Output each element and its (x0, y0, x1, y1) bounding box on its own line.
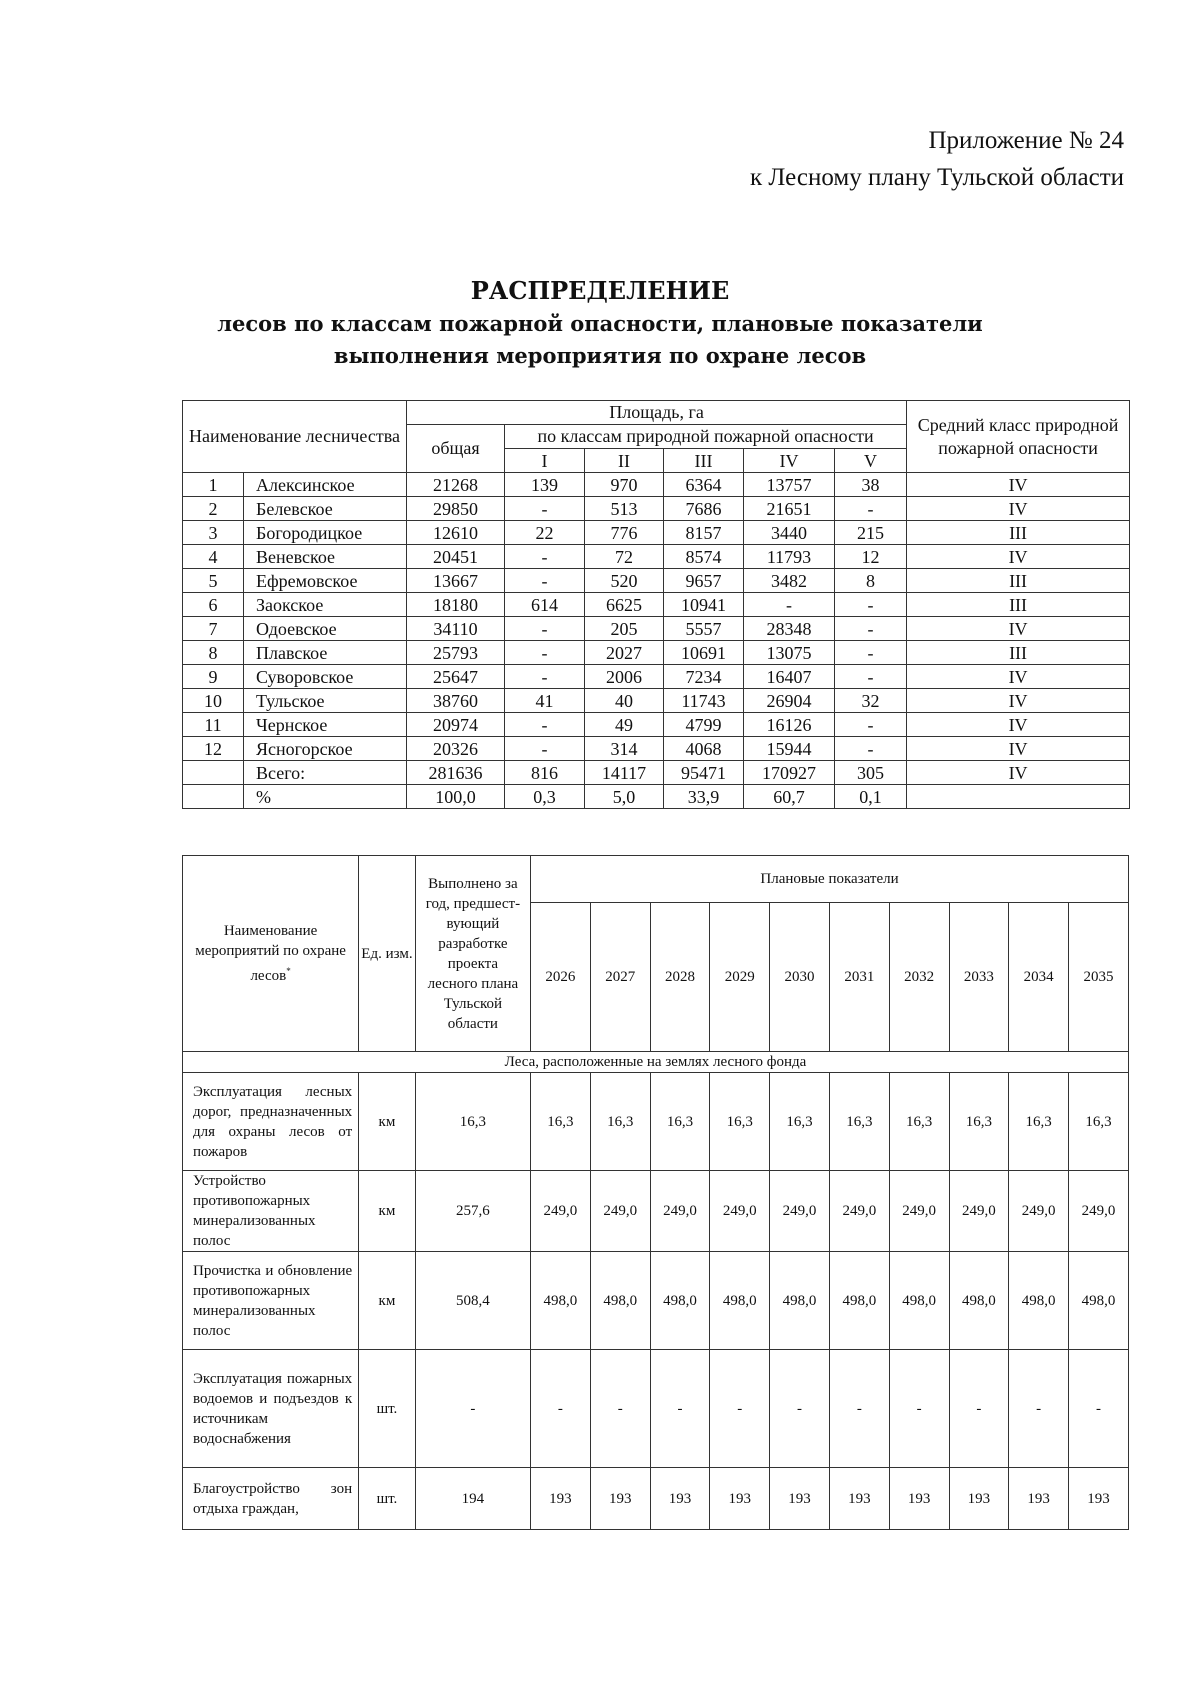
forestry-row (183, 473, 1130, 497)
title-main: РАСПРЕДЕЛЕНИЕ (470, 276, 730, 305)
header-planned-indicators: Плановые показатели (531, 856, 1129, 903)
class-i-area: - (505, 665, 585, 689)
measure-planned-value: 16,3 (770, 1073, 830, 1171)
class-iv-area: 13075 (744, 641, 835, 665)
document-title (150, 274, 1050, 372)
forestry-row (183, 521, 1130, 545)
measure-planned-value: - (650, 1350, 710, 1468)
class-ii-area: 970 (585, 473, 664, 497)
header-class-iii: III (664, 449, 744, 473)
measure-planned-value: 16,3 (1009, 1073, 1069, 1171)
class-iv-area: 13757 (744, 473, 835, 497)
total-area: 29850 (407, 497, 505, 521)
forestry-name: Всего: (244, 761, 407, 785)
row-number: 5 (183, 569, 244, 593)
measure-planned-value: - (590, 1350, 650, 1468)
row-number: 11 (183, 713, 244, 737)
measure-planned-value: 498,0 (1009, 1252, 1069, 1350)
forestry-row (183, 497, 1130, 521)
class-iv-area: 28348 (744, 617, 835, 641)
header-year: 2033 (949, 903, 1009, 1052)
class-iii-area: 6364 (664, 473, 744, 497)
measure-planned-value: 193 (770, 1468, 830, 1530)
header-year: 2031 (829, 903, 889, 1052)
measure-planned-value: - (1009, 1350, 1069, 1468)
class-i-area: 816 (505, 761, 585, 785)
forestry-row (183, 689, 1130, 713)
class-iv-area: 21651 (744, 497, 835, 521)
measure-row (183, 1252, 1129, 1350)
measure-done-value: 16,3 (415, 1073, 530, 1171)
measure-planned-value: 498,0 (829, 1252, 889, 1350)
row-number: 1 (183, 473, 244, 497)
class-iii-area: 4068 (664, 737, 744, 761)
forestry-row (183, 665, 1130, 689)
measure-planned-value: - (1069, 1350, 1129, 1468)
forestry-row (183, 737, 1130, 761)
forestry-row (183, 569, 1130, 593)
measure-planned-value: 498,0 (770, 1252, 830, 1350)
class-iii-area: 9657 (664, 569, 744, 593)
measure-planned-value: 193 (949, 1468, 1009, 1530)
class-i-area: 41 (505, 689, 585, 713)
class-iii-area: 7686 (664, 497, 744, 521)
header-area: Площадь, га (407, 401, 907, 425)
row-number: 3 (183, 521, 244, 545)
total-area: 281636 (407, 761, 505, 785)
measure-planned-value: 498,0 (590, 1252, 650, 1350)
row-number: 10 (183, 689, 244, 713)
header-class-iv: IV (744, 449, 835, 473)
forestry-row (183, 617, 1130, 641)
measure-planned-value: 498,0 (949, 1252, 1009, 1350)
class-iv-area: 170927 (744, 761, 835, 785)
class-i-area: 0,3 (505, 785, 585, 809)
measure-planned-value: 498,0 (710, 1252, 770, 1350)
class-iii-area: 4799 (664, 713, 744, 737)
header-unit: Ед. изм. (359, 856, 416, 1052)
measure-row (183, 1350, 1129, 1468)
measure-row (183, 1171, 1129, 1252)
row-number: 6 (183, 593, 244, 617)
header-year: 2030 (770, 903, 830, 1052)
title-subtitle-line1: лесов по классам пожарной опасности, плановые показатели (217, 311, 983, 336)
header-class-v: V (835, 449, 907, 473)
class-v-area: 305 (835, 761, 907, 785)
forestry-row (183, 593, 1130, 617)
total-area: 100,0 (407, 785, 505, 809)
measure-planned-value: 16,3 (650, 1073, 710, 1171)
measure-planned-value: 16,3 (829, 1073, 889, 1171)
forestry-name: Тульское (244, 689, 407, 713)
class-i-area: 22 (505, 521, 585, 545)
row-number: 4 (183, 545, 244, 569)
class-i-area: - (505, 497, 585, 521)
average-class: IV (907, 617, 1130, 641)
total-area: 34110 (407, 617, 505, 641)
measure-planned-value: 249,0 (770, 1171, 830, 1252)
appendix-number: Приложение № 24 (928, 127, 1124, 154)
class-ii-area: 314 (585, 737, 664, 761)
measure-planned-value: 193 (1009, 1468, 1069, 1530)
measure-planned-value: 16,3 (590, 1073, 650, 1171)
class-iv-area: 11793 (744, 545, 835, 569)
header-total-area: общая (407, 425, 505, 473)
total-area: 20451 (407, 545, 505, 569)
header-year: 2029 (710, 903, 770, 1052)
measure-planned-value: 16,3 (531, 1073, 591, 1171)
measure-name: Благоустройство зон отдыха граждан, (183, 1468, 359, 1530)
class-v-area: 8 (835, 569, 907, 593)
appendix-header (750, 122, 1124, 196)
class-iii-area: 7234 (664, 665, 744, 689)
class-i-area: - (505, 737, 585, 761)
forestry-name: % (244, 785, 407, 809)
measure-name: Прочистка и обновление противопожарных минерализованных полос (183, 1252, 359, 1350)
header-year: 2035 (1069, 903, 1129, 1052)
average-class: IV (907, 713, 1130, 737)
measure-planned-value: 193 (889, 1468, 949, 1530)
row-number: 8 (183, 641, 244, 665)
measure-planned-value: 16,3 (949, 1073, 1009, 1171)
total-area: 38760 (407, 689, 505, 713)
measure-planned-value: 249,0 (829, 1171, 889, 1252)
average-class: III (907, 593, 1130, 617)
header-by-class: по классам природной пожарной опасности (505, 425, 907, 449)
total-area: 21268 (407, 473, 505, 497)
class-ii-area: 2006 (585, 665, 664, 689)
total-area: 12610 (407, 521, 505, 545)
average-class: IV (907, 761, 1130, 785)
header-class-i: I (505, 449, 585, 473)
measure-planned-value: 498,0 (1069, 1252, 1129, 1350)
class-v-area: - (835, 497, 907, 521)
class-ii-area: 72 (585, 545, 664, 569)
class-i-area: 139 (505, 473, 585, 497)
row-number (183, 761, 244, 785)
header-measure-name-text: Наименование мероприятий по охране лесов (195, 923, 346, 984)
class-i-area: - (505, 641, 585, 665)
forestry-row (183, 545, 1130, 569)
title-subtitle-line2: выполнения мероприятия по охране лесов (333, 343, 867, 368)
class-i-area: 614 (505, 593, 585, 617)
measure-unit: км (359, 1073, 416, 1171)
class-v-area: - (835, 737, 907, 761)
header-year: 2032 (889, 903, 949, 1052)
forestry-name: Ефремовское (244, 569, 407, 593)
class-v-area: 0,1 (835, 785, 907, 809)
class-iii-area: 10691 (664, 641, 744, 665)
measure-planned-value: 249,0 (1069, 1171, 1129, 1252)
class-i-area: - (505, 617, 585, 641)
measure-planned-value: 249,0 (710, 1171, 770, 1252)
measure-planned-value: - (829, 1350, 889, 1468)
percent-row (183, 785, 1130, 809)
fire-class-distribution-table (182, 400, 1130, 809)
average-class: IV (907, 737, 1130, 761)
measure-planned-value: 193 (1069, 1468, 1129, 1530)
class-iv-area: 16407 (744, 665, 835, 689)
class-i-area: - (505, 569, 585, 593)
forestry-name: Чернское (244, 713, 407, 737)
class-iii-area: 95471 (664, 761, 744, 785)
class-ii-area: 520 (585, 569, 664, 593)
measure-row (183, 1468, 1129, 1530)
measure-unit: шт. (359, 1350, 416, 1468)
class-iii-area: 8157 (664, 521, 744, 545)
footnote-mark: * (286, 966, 291, 976)
class-v-area: - (835, 665, 907, 689)
total-row (183, 761, 1130, 785)
measure-planned-value: 249,0 (1009, 1171, 1069, 1252)
forestry-name: Богородицкое (244, 521, 407, 545)
measure-planned-value: 16,3 (710, 1073, 770, 1171)
class-v-area: 215 (835, 521, 907, 545)
average-class: IV (907, 497, 1130, 521)
class-i-area: - (505, 713, 585, 737)
class-iv-area: 15944 (744, 737, 835, 761)
row-number (183, 785, 244, 809)
forestry-name: Ясногорское (244, 737, 407, 761)
row-number: 2 (183, 497, 244, 521)
class-ii-area: 49 (585, 713, 664, 737)
class-v-area: 12 (835, 545, 907, 569)
header-done-previous-year: Выполнено за год, предшест-вующий разработке проекта лесного плана Тульской области (415, 856, 530, 1052)
average-class: IV (907, 689, 1130, 713)
measure-unit: км (359, 1171, 416, 1252)
measure-planned-value: 498,0 (531, 1252, 591, 1350)
class-iii-area: 11743 (664, 689, 744, 713)
measure-done-value: - (415, 1350, 530, 1468)
class-ii-area: 6625 (585, 593, 664, 617)
class-v-area: - (835, 641, 907, 665)
measure-row (183, 1073, 1129, 1171)
fire-protection-measures-table (182, 855, 1129, 1530)
total-area: 25647 (407, 665, 505, 689)
measure-planned-value: - (949, 1350, 1009, 1468)
header-class-ii: II (585, 449, 664, 473)
measure-unit: км (359, 1252, 416, 1350)
total-area: 25793 (407, 641, 505, 665)
total-area: 20974 (407, 713, 505, 737)
measure-planned-value: - (889, 1350, 949, 1468)
class-iii-area: 8574 (664, 545, 744, 569)
measure-done-value: 508,4 (415, 1252, 530, 1350)
average-class: IV (907, 545, 1130, 569)
measure-planned-value: 193 (650, 1468, 710, 1530)
measure-name: Эксплуатация лесных дорог, предназначенных для охраны лесов от пожаров (183, 1073, 359, 1171)
measure-planned-value: 16,3 (889, 1073, 949, 1171)
total-area: 20326 (407, 737, 505, 761)
measure-name: Устройство противопожарных минерализованных полос (183, 1171, 359, 1252)
class-iv-area: 3482 (744, 569, 835, 593)
measure-planned-value: 16,3 (1069, 1073, 1129, 1171)
measure-planned-value: 498,0 (650, 1252, 710, 1350)
header-year: 2026 (531, 903, 591, 1052)
measure-planned-value: - (770, 1350, 830, 1468)
class-ii-area: 205 (585, 617, 664, 641)
average-class: IV (907, 665, 1130, 689)
class-i-area: - (505, 545, 585, 569)
class-iv-area: 16126 (744, 713, 835, 737)
header-year: 2034 (1009, 903, 1069, 1052)
class-iv-area: - (744, 593, 835, 617)
class-v-area: 38 (835, 473, 907, 497)
average-class: III (907, 641, 1130, 665)
row-number: 9 (183, 665, 244, 689)
forestry-name: Веневское (244, 545, 407, 569)
forestry-name: Плавское (244, 641, 407, 665)
forestry-name: Суворовское (244, 665, 407, 689)
header-forestry-name: Наименование лесничества (183, 401, 407, 473)
class-v-area: 32 (835, 689, 907, 713)
header-average-class: Средний класс природной пожарной опасности (907, 401, 1130, 473)
class-v-area: - (835, 713, 907, 737)
measure-done-value: 194 (415, 1468, 530, 1530)
measure-planned-value: 193 (829, 1468, 889, 1530)
measure-planned-value: - (710, 1350, 770, 1468)
measure-planned-value: 249,0 (590, 1171, 650, 1252)
forestry-name: Заокское (244, 593, 407, 617)
average-class (907, 785, 1130, 809)
forestry-row (183, 713, 1130, 737)
forestry-name: Алексинское (244, 473, 407, 497)
measure-planned-value: 249,0 (650, 1171, 710, 1252)
forestry-name: Одоевское (244, 617, 407, 641)
forestry-name: Белевское (244, 497, 407, 521)
measure-planned-value: 193 (710, 1468, 770, 1530)
header-measure-name (183, 856, 359, 1052)
class-iii-area: 10941 (664, 593, 744, 617)
class-iii-area: 5557 (664, 617, 744, 641)
average-class: III (907, 521, 1130, 545)
average-class: IV (907, 473, 1130, 497)
class-v-area: - (835, 617, 907, 641)
measure-planned-value: 193 (531, 1468, 591, 1530)
average-class: III (907, 569, 1130, 593)
class-ii-area: 5,0 (585, 785, 664, 809)
measure-done-value: 257,6 (415, 1171, 530, 1252)
measure-name: Эксплуатация пожарных водоемов и подъездов к источникам водоснабжения (183, 1350, 359, 1468)
total-area: 18180 (407, 593, 505, 617)
class-iv-area: 26904 (744, 689, 835, 713)
appendix-reference: к Лесному плану Тульской области (749, 164, 1124, 191)
class-iv-area: 3440 (744, 521, 835, 545)
class-iv-area: 60,7 (744, 785, 835, 809)
measure-unit: шт. (359, 1468, 416, 1530)
measure-planned-value: 249,0 (889, 1171, 949, 1252)
measure-planned-value: 249,0 (949, 1171, 1009, 1252)
header-year: 2027 (590, 903, 650, 1052)
class-ii-area: 513 (585, 497, 664, 521)
measure-planned-value: 498,0 (889, 1252, 949, 1350)
measure-planned-value: 249,0 (531, 1171, 591, 1252)
class-ii-area: 776 (585, 521, 664, 545)
forestry-row (183, 641, 1130, 665)
measure-planned-value: - (531, 1350, 591, 1468)
measure-planned-value: 193 (590, 1468, 650, 1530)
row-number: 7 (183, 617, 244, 641)
class-ii-area: 40 (585, 689, 664, 713)
class-ii-area: 2027 (585, 641, 664, 665)
section-forest-fund-lands: Леса, расположенные на землях лесного фонда (183, 1052, 1129, 1073)
row-number: 12 (183, 737, 244, 761)
class-v-area: - (835, 593, 907, 617)
header-year: 2028 (650, 903, 710, 1052)
class-iii-area: 33,9 (664, 785, 744, 809)
class-ii-area: 14117 (585, 761, 664, 785)
total-area: 13667 (407, 569, 505, 593)
